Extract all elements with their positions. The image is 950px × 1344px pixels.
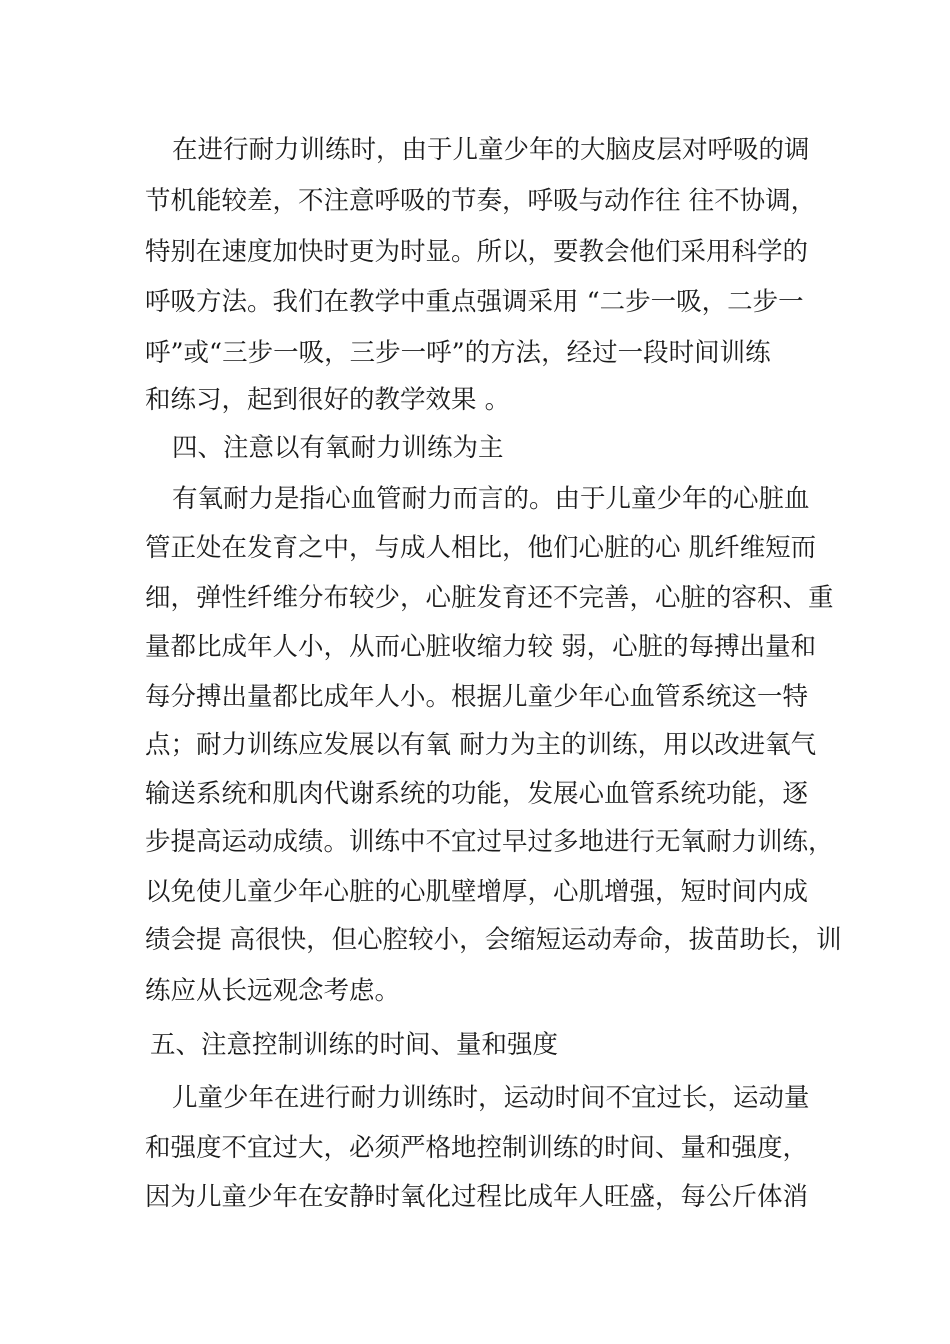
paragraph-line: 呼吸方法。我们在教学中重点强调采用 “二步一吸，二步一 bbox=[145, 287, 804, 317]
paragraph-line: 呼”或“三步一吸，三步一呼”的方法，经过一段时间训练 bbox=[145, 338, 771, 368]
paragraph-line: 量都比成年人小，从而心脏收缩力较 弱，心脏的每搏出量和 bbox=[145, 632, 817, 662]
paragraph-line: 点；耐力训练应发展以有氧 耐力为主的训练，用以改进氧气 bbox=[145, 730, 817, 760]
paragraph-line: 特别在速度加快时更为时显。所以，要教会他们采用科学的 bbox=[145, 237, 809, 267]
section-heading: 五、注意控制训练的时间、量和强度 bbox=[150, 1030, 559, 1060]
section-heading: 四、注意以有氧耐力训练为主 bbox=[172, 433, 504, 463]
paragraph-line: 节机能较差，不注意呼吸的节奏，呼吸与动作往 往不协调， bbox=[145, 186, 817, 216]
paragraph-line: 练应从长远观念考虑。 bbox=[145, 976, 401, 1006]
paragraph-line: 细，弹性纤维分布较少，心脏发育还不完善，心脏的容积、重 bbox=[145, 583, 834, 613]
paragraph-line: 和强度不宜过大，必须严格地控制训练的时间、量和强度， bbox=[145, 1133, 809, 1163]
paragraph-line: 以免使儿童少年心脏的心肌壁增厚，心肌增强，短时间内成 bbox=[145, 877, 809, 907]
paragraph-line: 儿童少年在进行耐力训练时，运动时间不宜过长，运动量 bbox=[172, 1083, 810, 1113]
paragraph-line: 每分搏出量都比成年人小。根据儿童少年心血管系统这一特 bbox=[145, 682, 809, 712]
paragraph-line: 步提高运动成绩。训练中不宜过早过多地进行无氧耐力训练， bbox=[145, 827, 834, 857]
paragraph-line: 管正处在发育之中，与成人相比，他们心脏的心 肌纤维短而 bbox=[145, 533, 817, 563]
paragraph-line: 在进行耐力训练时，由于儿童少年的大脑皮层对呼吸的调 bbox=[172, 135, 810, 165]
paragraph-line: 和练习，起到很好的教学效果 。 bbox=[145, 385, 511, 415]
paragraph-line: 绩会提 高很快，但心腔较小，会缩短运动寿命，拔苗助长，训 bbox=[145, 925, 842, 955]
paragraph-line: 输送系统和肌肉代谢系统的功能，发展心血管系统功能，逐 bbox=[145, 779, 809, 809]
paragraph-line: 因为儿童少年在安静时氧化过程比成年人旺盛，每公斤体消 bbox=[145, 1182, 809, 1212]
paragraph-line: 有氧耐力是指心血管耐力而言的。由于儿童少年的心脏血 bbox=[172, 484, 810, 514]
